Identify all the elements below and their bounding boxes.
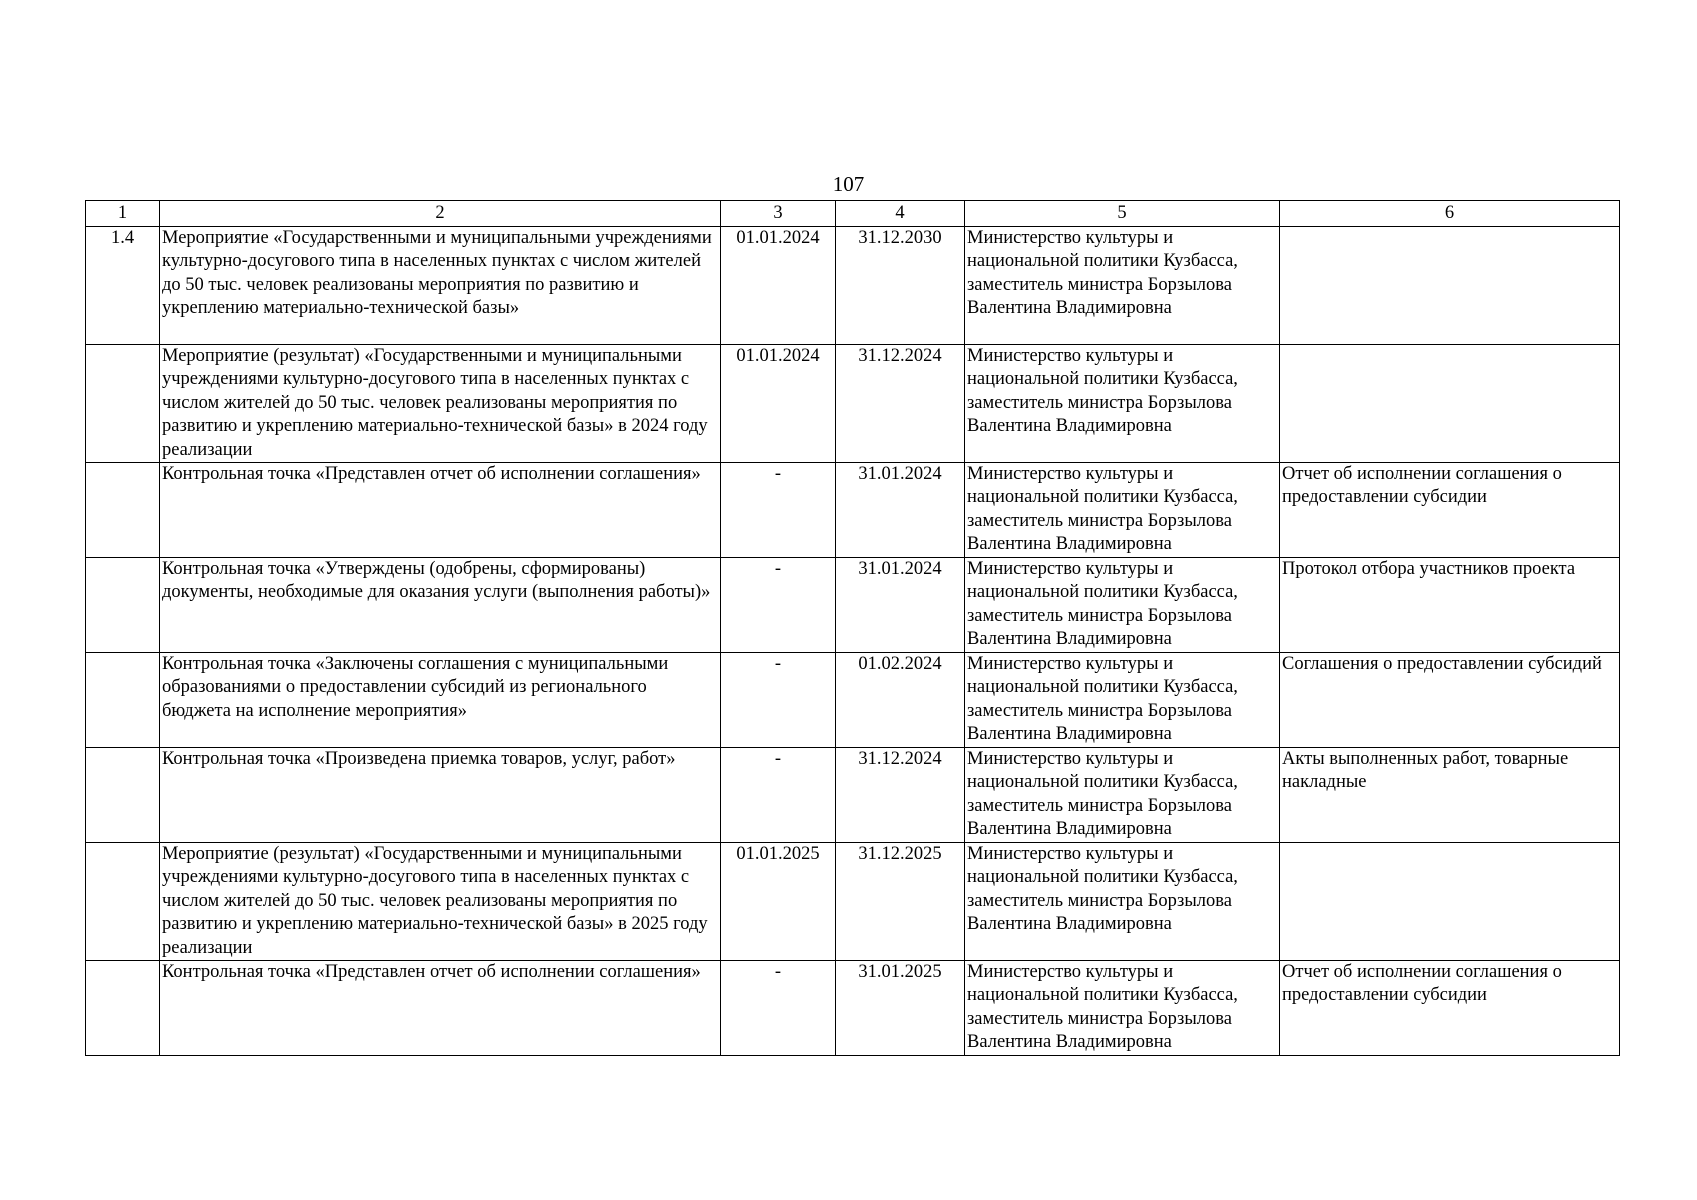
cell-document: Отчет об исполнении соглашения о предоставлении субсидии: [1280, 961, 1620, 1056]
cell-responsible: Министерство культуры и национальной политики Кузбасса, заместитель министра Борзылова Валентина Владимировна: [965, 558, 1280, 653]
table-row: [86, 558, 1620, 653]
cell-end-date: 31.12.2024: [836, 345, 965, 463]
plan-table: [85, 200, 1620, 1056]
header-col-1: 1: [86, 201, 160, 227]
cell-responsible: Министерство культуры и национальной политики Кузбасса, заместитель министра Борзылова Валентина Владимировна: [965, 961, 1280, 1056]
table-row: [86, 748, 1620, 843]
cell-document: [1280, 345, 1620, 463]
cell-document: [1280, 843, 1620, 961]
header-row: [86, 201, 1620, 227]
cell-end-date: 31.01.2025: [836, 961, 965, 1056]
cell-end-date: 01.02.2024: [836, 653, 965, 748]
cell-number: [86, 653, 160, 748]
cell-name: Контрольная точка «Представлен отчет об исполнении соглашения»: [160, 961, 721, 1056]
cell-end-date: 31.12.2024: [836, 748, 965, 843]
cell-start-date: -: [721, 961, 836, 1056]
header-col-3: 3: [721, 201, 836, 227]
cell-responsible: Министерство культуры и национальной политики Кузбасса, заместитель министра Борзылова Валентина Владимировна: [965, 843, 1280, 961]
cell-start-date: -: [721, 748, 836, 843]
table-row: [86, 653, 1620, 748]
table-row: [86, 961, 1620, 1056]
table-header: [86, 201, 1620, 227]
cell-name: Мероприятие (результат) «Государственными и муниципальными учреждениями культурно-досугового типа в населенных пунктах с числом жителей до 50 тыс. человек реализованы мероприятия по развитию и укреплению материально-технической базы» в 2024 году реализации: [160, 345, 721, 463]
cell-responsible: Министерство культуры и национальной политики Кузбасса, заместитель министра Борзылова Валентина Владимировна: [965, 653, 1280, 748]
cell-responsible: Министерство культуры и национальной политики Кузбасса, заместитель министра Борзылова Валентина Владимировна: [965, 463, 1280, 558]
cell-name: Контрольная точка «Заключены соглашения с муниципальными образованиями о предоставлении субсидий из регионального бюджета на исполнение мероприятия»: [160, 653, 721, 748]
cell-number: [86, 843, 160, 961]
cell-start-date: 01.01.2025: [721, 843, 836, 961]
cell-name: Мероприятие (результат) «Государственными и муниципальными учреждениями культурно-досугового типа в населенных пунктах с числом жителей до 50 тыс. человек реализованы мероприятия по развитию и укреплению материально-технической базы» в 2025 году реализации: [160, 843, 721, 961]
cell-start-date: -: [721, 558, 836, 653]
cell-name: Мероприятие «Государственными и муниципальными учреждениями культурно-досугового типа в населенных пунктах с числом жителей до 50 тыс. человек реализованы мероприятия по развитию и укреплению материально-технической базы»: [160, 227, 721, 345]
cell-document: Акты выполненных работ, товарные накладные: [1280, 748, 1620, 843]
cell-document: [1280, 227, 1620, 345]
table-row: [86, 345, 1620, 463]
cell-document: Отчет об исполнении соглашения о предоставлении субсидии: [1280, 463, 1620, 558]
cell-number: [86, 961, 160, 1056]
header-col-6: 6: [1280, 201, 1620, 227]
table-row: [86, 463, 1620, 558]
cell-start-date: 01.01.2024: [721, 345, 836, 463]
cell-number: 1.4: [86, 227, 160, 345]
header-col-4: 4: [836, 201, 965, 227]
cell-number: [86, 558, 160, 653]
table-row: [86, 843, 1620, 961]
cell-responsible: Министерство культуры и национальной политики Кузбасса, заместитель министра Борзылова Валентина Владимировна: [965, 748, 1280, 843]
cell-document: Соглашения о предоставлении субсидий: [1280, 653, 1620, 748]
header-col-5: 5: [965, 201, 1280, 227]
table-body: [86, 227, 1620, 1056]
cell-end-date: 31.12.2025: [836, 843, 965, 961]
cell-start-date: 01.01.2024: [721, 227, 836, 345]
cell-name: Контрольная точка «Представлен отчет об исполнении соглашения»: [160, 463, 721, 558]
cell-start-date: -: [721, 653, 836, 748]
cell-responsible: Министерство культуры и национальной политики Кузбасса, заместитель министра Борзылова Валентина Владимировна: [965, 227, 1280, 345]
cell-responsible: Министерство культуры и национальной политики Кузбасса, заместитель министра Борзылова Валентина Владимировна: [965, 345, 1280, 463]
cell-number: [86, 345, 160, 463]
cell-document: Протокол отбора участников проекта: [1280, 558, 1620, 653]
cell-end-date: 31.01.2024: [836, 463, 965, 558]
cell-number: [86, 463, 160, 558]
cell-end-date: 31.01.2024: [836, 558, 965, 653]
cell-end-date: 31.12.2030: [836, 227, 965, 345]
cell-start-date: -: [721, 463, 836, 558]
cell-name: Контрольная точка «Утверждены (одобрены, сформированы) документы, необходимые для оказания услуги (выполнения работы)»: [160, 558, 721, 653]
cell-name: Контрольная точка «Произведена приемка товаров, услуг, работ»: [160, 748, 721, 843]
cell-number: [86, 748, 160, 843]
header-col-2: 2: [160, 201, 721, 227]
page-number: 107: [832, 172, 865, 196]
table-row: [86, 227, 1620, 345]
